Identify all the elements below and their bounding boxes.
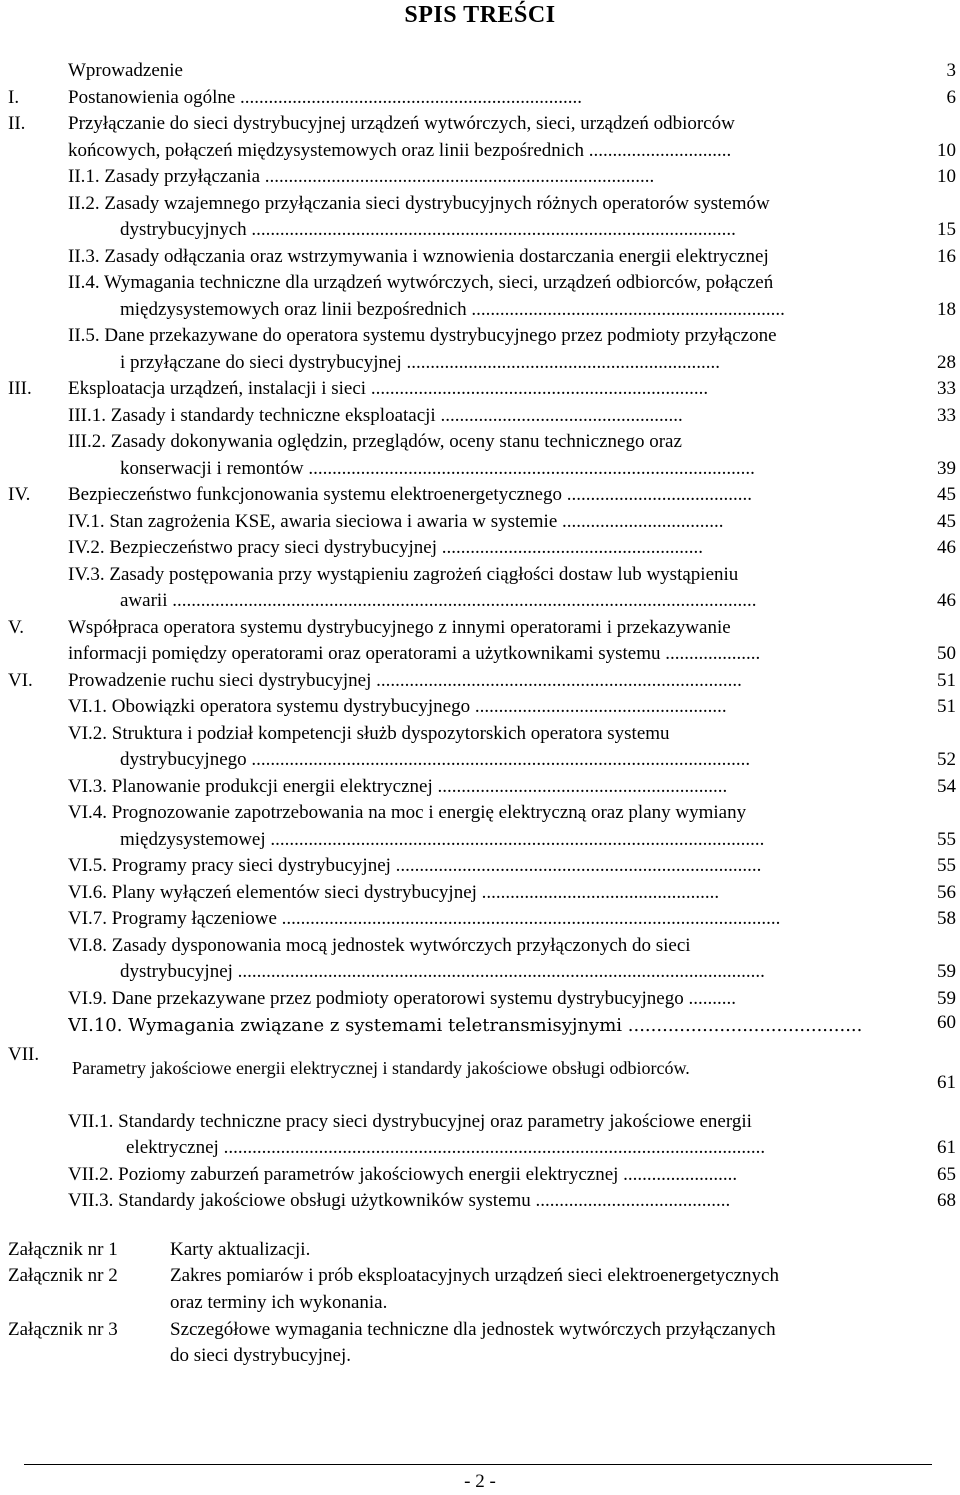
toc-entry-s4[interactable]: Bezpieczeństwo funkcjonowania systemu elektroenergetycznego ....................................... <box>68 484 752 505</box>
toc-page: 51 <box>937 696 956 717</box>
page-number: - 2 - <box>464 1471 496 1492</box>
toc-roman: II. <box>8 113 26 134</box>
toc-page: 55 <box>937 829 956 850</box>
toc-page: 61 <box>937 1137 956 1158</box>
toc-entry-s2-5-line2[interactable]: i przyłączane do sieci dystrybucyjnej .................................................................. <box>120 352 720 373</box>
toc-page: 60 <box>937 1012 956 1033</box>
attachment-text-cont: do sieci dystrybucyjnej. <box>170 1345 351 1366</box>
toc-page: 10 <box>937 140 956 161</box>
toc-label: Wprowadzenie <box>68 60 183 81</box>
toc-entry-s5-line1[interactable]: Współpraca operatora systemu dystrybucyjnego z innymi operatorami i przekazywanie <box>68 617 731 638</box>
toc-entry-s7-1-line1[interactable]: VII.1. Standardy techniczne pracy sieci dystrybucyjnej oraz parametry jakościowe energii <box>68 1111 752 1132</box>
toc-page: 58 <box>937 908 956 929</box>
toc-entry-s6-1[interactable]: VI.1. Obowiązki operatora systemu dystrybucyjnego ..................................................... <box>68 696 727 717</box>
toc-entry-s2-line2[interactable]: końcowych, połączeń międzysystemowych oraz linii bezpośrednich .............................. <box>68 140 732 161</box>
toc-page: 61 <box>937 1072 956 1093</box>
toc-page: 51 <box>937 670 956 691</box>
toc-entry-s6-10[interactable]: VI.10. Wymagania związane z systemami teletransmisyjnymi ......................................... <box>68 1015 863 1036</box>
footer-divider <box>24 1464 932 1465</box>
toc-entry-s2-2-line2[interactable]: dystrybucyjnych ...................................................................................................... <box>120 219 736 240</box>
toc-page: 28 <box>937 352 956 373</box>
toc-page: 50 <box>937 643 956 664</box>
attachment-text: Karty aktualizacji. <box>170 1239 311 1260</box>
toc-page: 52 <box>937 749 956 770</box>
toc-entry-s4-2[interactable]: IV.2. Bezpieczeństwo pracy sieci dystrybucyjnej ....................................................... <box>68 537 703 558</box>
toc-entry-s2-2-line1[interactable]: II.2. Zasady wzajemnego przyłączania sieci dystrybucyjnych różnych operatorów systemów <box>68 193 770 214</box>
toc-entry-s4-3-line2[interactable]: awarii ........................................................................................................................... <box>120 590 757 611</box>
toc-entry-s1[interactable]: Postanowienia ogólne ........................................................................ <box>68 87 583 108</box>
attachment-text-cont: oraz terminy ich wykonania. <box>170 1292 388 1313</box>
toc-entry-s6-9[interactable]: VI.9. Dane przekazywane przez podmioty operatorowi systemu dystrybucyjnego .......... <box>68 988 736 1009</box>
toc-roman: VII. <box>8 1044 40 1065</box>
toc-roman: V. <box>8 617 25 638</box>
toc-entry-s5-line2[interactable]: informacji pomiędzy operatorami oraz operatorami a użytkownikami systemu .................... <box>68 643 761 664</box>
toc-entry-s2-1[interactable]: II.1. Zasady przyłączania .................................................................................. <box>68 166 655 187</box>
toc-entry-s2-3[interactable]: II.3. Zasady odłączania oraz wstrzymywania i wznowienia dostarczania energii elektrycznej <box>68 246 769 267</box>
toc-page: 15 <box>937 219 956 240</box>
toc-roman: VI. <box>8 670 33 691</box>
toc-roman: IV. <box>8 484 31 505</box>
toc-entry-s6-5[interactable]: VI.5. Programy pracy sieci dystrybucyjnej ............................................................................. <box>68 855 762 876</box>
toc-page: 18 <box>937 299 956 320</box>
toc-entry-s7[interactable]: Parametry jakościowe energii elektrycznej i standardy jakościowe obsługi odbiorców. <box>72 1058 690 1078</box>
toc-entry-s2-line1[interactable]: Przyłączanie do sieci dystrybucyjnej urządzeń wytwórczych, sieci, urządzeń odbiorców <box>68 113 735 134</box>
attachment-label: Załącznik nr 3 <box>8 1319 118 1340</box>
toc-entry-s6[interactable]: Prowadzenie ruchu sieci dystrybucyjnej ............................................................................. <box>68 670 742 691</box>
toc-entry-s6-4-line1[interactable]: VI.4. Prognozowanie zapotrzebowania na moc i energię elektryczną oraz plany wymiany <box>68 802 747 823</box>
toc-page: 39 <box>937 458 956 479</box>
toc-entry-s6-3[interactable]: VI.3. Planowanie produkcji energii elektrycznej ............................................................. <box>68 776 728 797</box>
toc-entry-intro[interactable] <box>68 58 183 84</box>
toc-page: 45 <box>937 484 956 505</box>
toc-page: 45 <box>937 511 956 532</box>
toc-page: 10 <box>937 166 956 187</box>
toc-entry-s4-1[interactable]: IV.1. Stan zagrożenia KSE, awaria sieciowa i awaria w systemie .................................. <box>68 511 724 532</box>
toc-entry-s6-8-line2[interactable]: dystrybucyjnej ............................................................................................................... <box>120 961 765 982</box>
toc-page: 46 <box>937 537 956 558</box>
toc-entry-s3-2-line2[interactable]: konserwacji i remontów .............................................................................................. <box>120 458 755 479</box>
toc-entry-s6-7[interactable]: VI.7. Programy łączeniowe ......................................................................................................... <box>68 908 781 929</box>
toc-entry-s6-8-line1[interactable]: VI.8. Zasady dysponowania mocą jednostek wytwórczych przyłączonych do sieci <box>68 935 691 956</box>
toc-page: 33 <box>937 378 956 399</box>
toc-page: 59 <box>937 961 956 982</box>
attachment-label: Załącznik nr 1 <box>8 1239 118 1260</box>
toc-entry-s2-5-line1[interactable]: II.5. Dane przekazywane do operatora systemu dystrybucyjnego przez podmioty przyłączone <box>68 325 777 346</box>
toc-entry-s6-2-line1[interactable]: VI.2. Struktura i podział kompetencji służb dyspozytorskich operatora systemu <box>68 723 670 744</box>
toc-entry-s6-2-line2[interactable]: dystrybucyjnego ......................................................................................................... <box>120 749 751 770</box>
attachment-label: Załącznik nr 2 <box>8 1265 118 1286</box>
toc-page: 33 <box>937 405 956 426</box>
toc-page: 65 <box>937 1164 956 1185</box>
toc-page: 68 <box>937 1190 956 1211</box>
attachment-text: Zakres pomiarów i prób eksploatacyjnych urządzeń sieci elektroenergetycznych <box>170 1265 779 1286</box>
toc-page: 56 <box>937 882 956 903</box>
toc-entry-s2-4-line2[interactable]: międzysystemowych oraz linii bezpośrednich .................................................................. <box>120 299 785 320</box>
toc-entry-s3[interactable]: Eksploatacja urządzeń, instalacji i sieci ....................................................................... <box>68 378 709 399</box>
toc-entry-s7-3[interactable]: VII.3. Standardy jakościowe obsługi użytkowników systemu ......................................... <box>68 1190 731 1211</box>
toc-entry-s6-4-line2[interactable]: międzysystemowej ........................................................................................................ <box>120 829 765 850</box>
toc-page: 46 <box>937 590 956 611</box>
attachment-text: Szczegółowe wymagania techniczne dla jednostek wytwórczych przyłączanych <box>170 1319 776 1340</box>
toc-page: 59 <box>937 988 956 1009</box>
toc-entry-s6-6[interactable]: VI.6. Plany wyłączeń elementów sieci dystrybucyjnej .................................................. <box>68 882 720 903</box>
toc-page: 54 <box>937 776 956 797</box>
toc-page: 3 <box>946 60 956 81</box>
toc-entry-s3-2-line1[interactable]: III.2. Zasady dokonywania oględzin, przeglądów, oceny stanu technicznego oraz <box>68 431 682 452</box>
toc-page: 55 <box>937 855 956 876</box>
toc-roman: I. <box>8 87 20 108</box>
toc-entry-s7-1-line2[interactable]: elektrycznej .................................................................................................................. <box>126 1137 766 1158</box>
toc-entry-s7-2[interactable]: VII.2. Poziomy zaburzeń parametrów jakościowych energii elektrycznej ........................ <box>68 1164 738 1185</box>
toc-entry-s2-4-line1[interactable]: II.4. Wymagania techniczne dla urządzeń wytwórczych, sieci, urządzeń odbiorców, połączeń <box>68 272 774 293</box>
page-title: SPIS TREŚCI <box>404 2 556 28</box>
toc-page: 16 <box>937 246 956 267</box>
toc-page: 6 <box>946 87 956 108</box>
toc-entry-s4-3-line1[interactable]: IV.3. Zasady postępowania przy wystąpieniu zagrożeń ciągłości dostaw lub wystąpieniu <box>68 564 739 585</box>
toc-roman: III. <box>8 378 32 399</box>
toc-entry-s3-1[interactable]: III.1. Zasady i standardy techniczne eksploatacji ................................................... <box>68 405 683 426</box>
